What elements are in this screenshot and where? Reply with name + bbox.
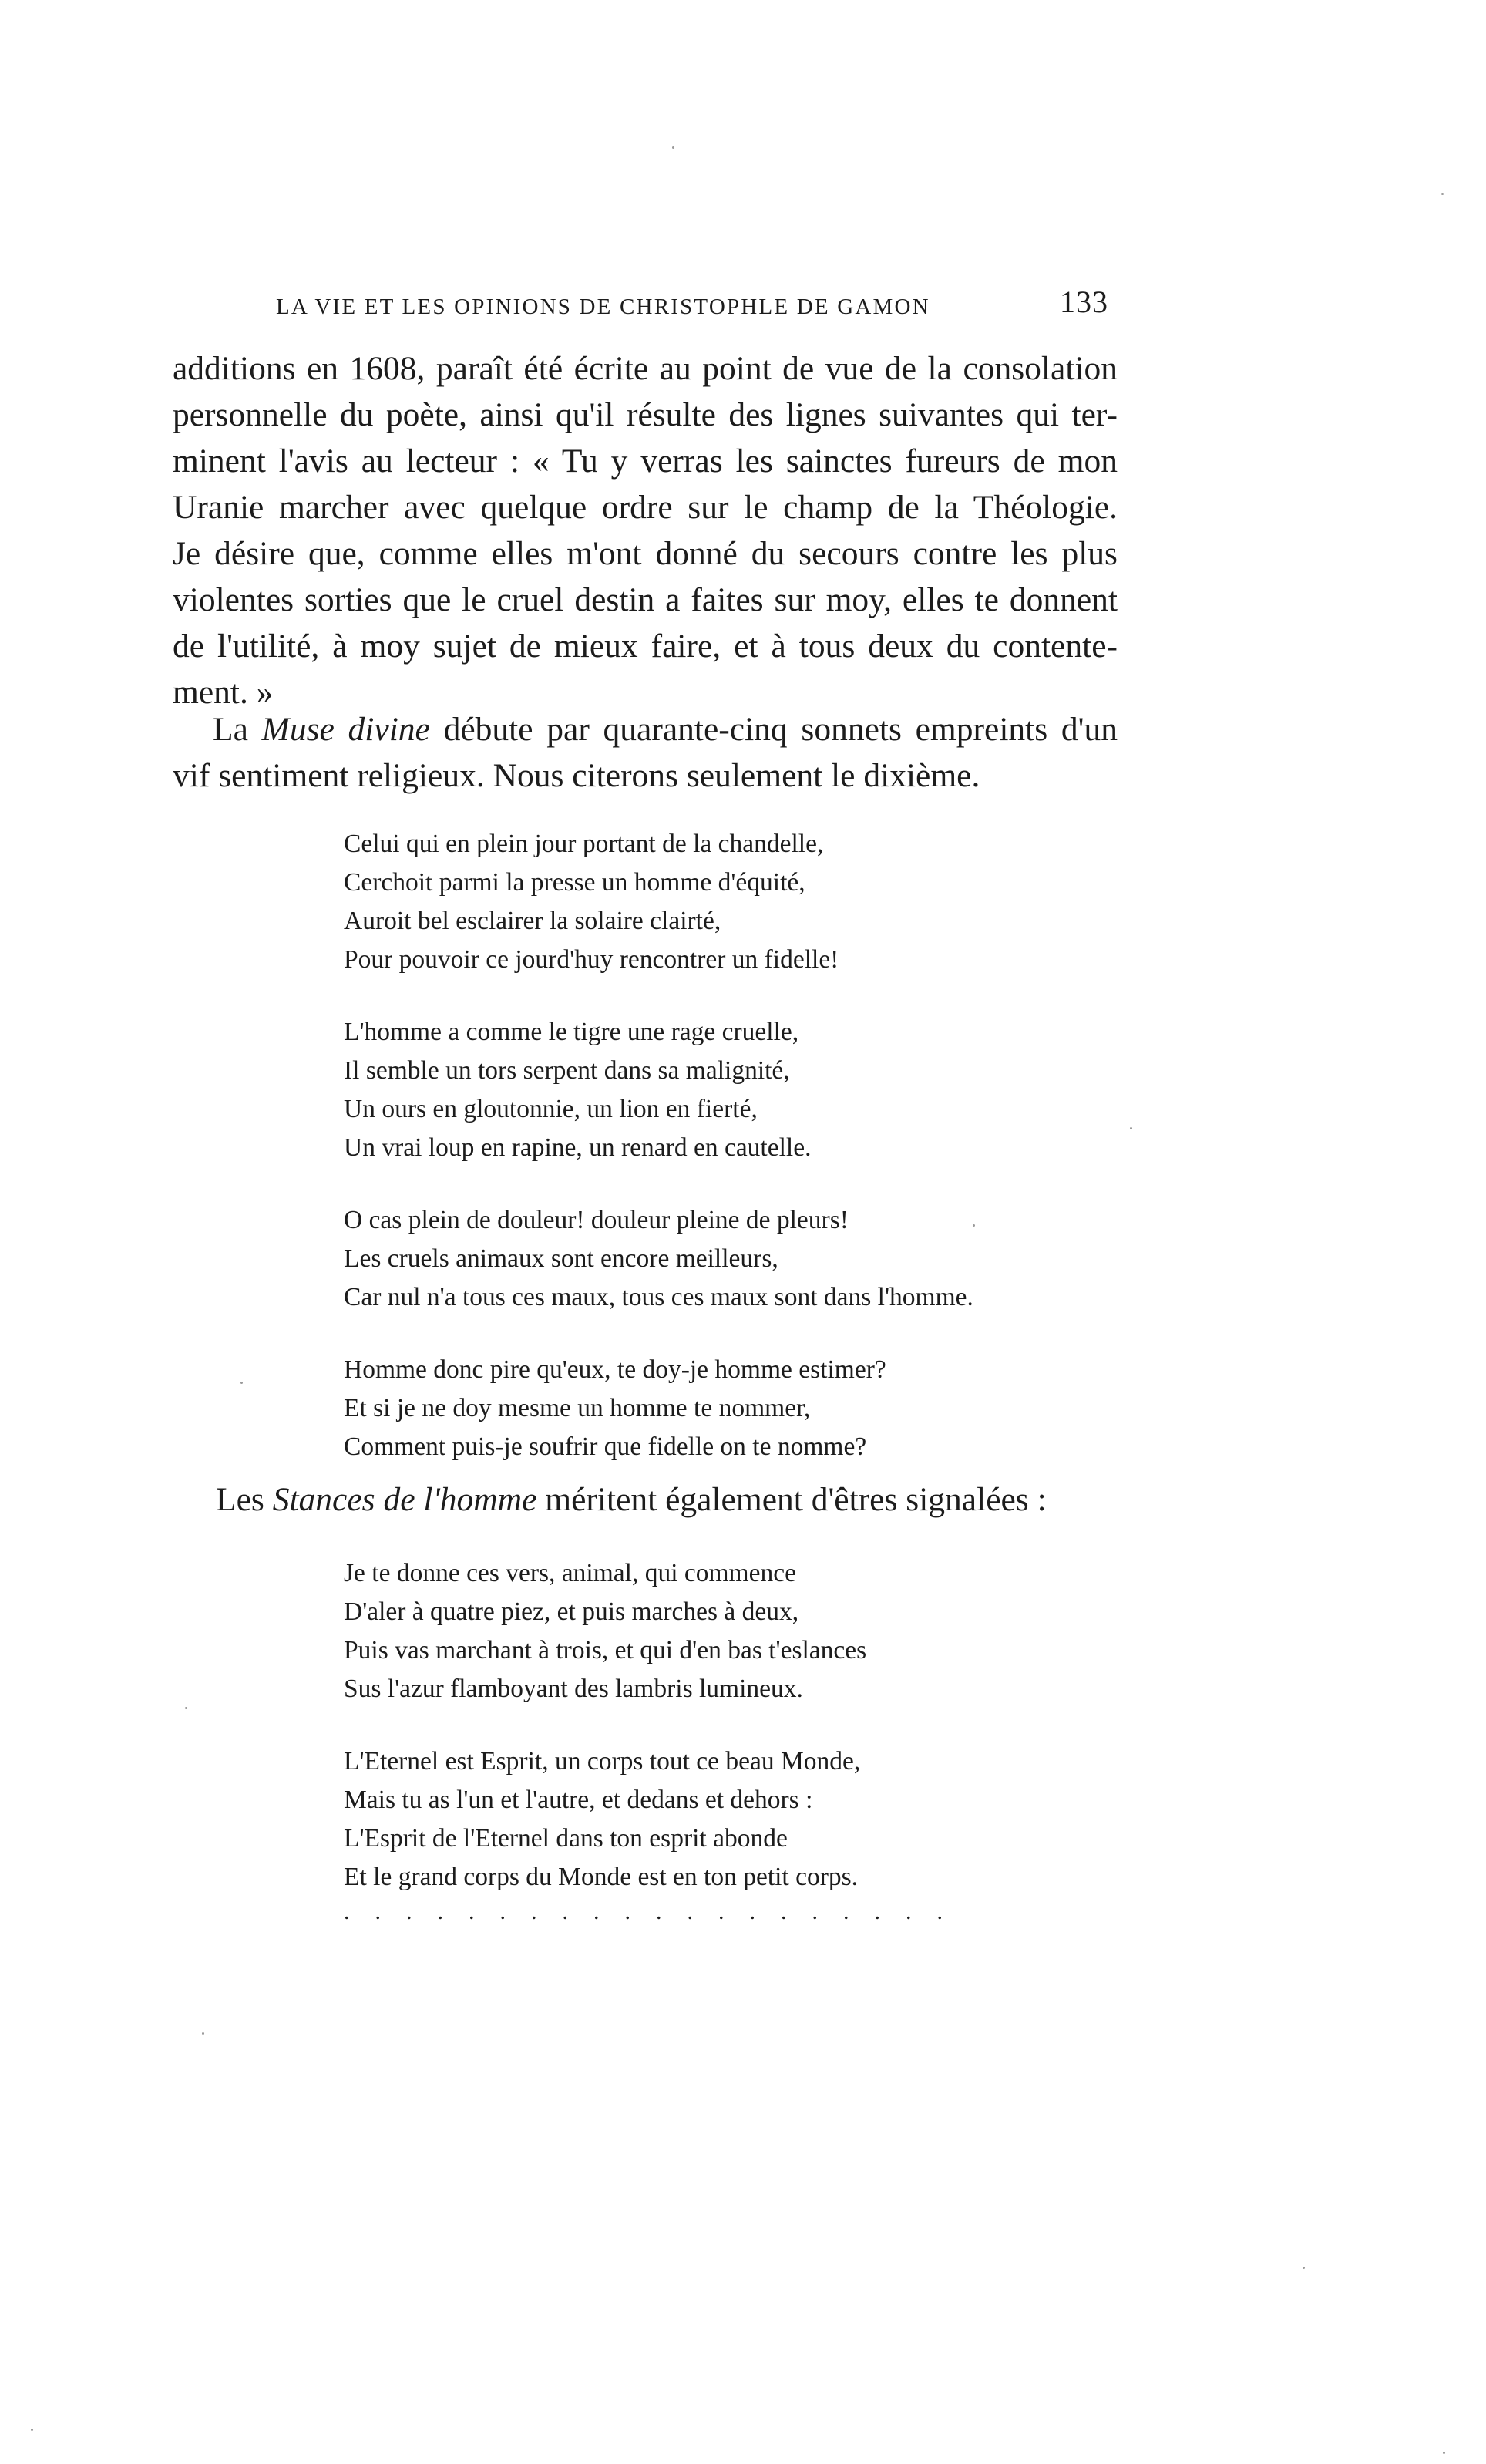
verse-line: Comment puis-je soufrir que fidelle on te nomme? (344, 1432, 867, 1461)
quatrain (344, 1742, 968, 1897)
text-line: additions en 1608, paraît été écrite au point de vue de la consolation (173, 350, 1118, 387)
paper-speck (672, 146, 674, 149)
text-line: violentes sorties que le cruel destin a faites sur moy, elles te donnent (173, 581, 1118, 618)
verse-line: Puis vas marchant à trois, et qui d'en bas t'eslances (344, 1636, 867, 1665)
verse-line: Et le grand corps du Monde est en ton petit corps. (344, 1863, 859, 1891)
tercet (344, 1351, 973, 1466)
paper-speck (1443, 2452, 1445, 2454)
text-line: Uranie marcher avec quelque ordre sur le champ de la Théologie. (173, 489, 1118, 526)
sonnet-quotation (344, 825, 973, 1500)
verse-line: D'aler à quatre piez, et puis marches à deux, (344, 1597, 799, 1626)
verse-line: L'Esprit de l'Eternel dans ton esprit abonde (344, 1824, 788, 1853)
text-line: personnelle du poète, ainsi qu'il résulte des lignes suivantes qui ter- (173, 396, 1118, 433)
text-line: vif sentiment religieux. Nous citerons seulement le dixième. (173, 757, 980, 794)
text-run: méritent également d'êtres signalées : (536, 1481, 1047, 1518)
sonnet-intro-paragraph (173, 706, 1118, 799)
tercet (344, 1201, 973, 1317)
paper-speck (240, 1382, 243, 1384)
paper-speck (973, 1224, 975, 1227)
verse-line: Cerchoit parmi la presse un homme d'équité, (344, 868, 805, 897)
verse-line: Car nul n'a tous ces maux, tous ces maux sont dans l'homme. (344, 1283, 973, 1311)
running-title: LA VIE ET LES OPINIONS DE CHRISTOPHLE DE GAMON (276, 295, 930, 319)
text-line: minent l'avis au lecteur : « Tu y verras les sainctes fureurs de mon (173, 443, 1118, 480)
verse-line: Auroit bel esclairer la solaire clairté, (344, 907, 721, 935)
verse-line: Il semble un tors serpent dans sa malignité, (344, 1056, 790, 1085)
verse-line: L'homme a comme le tigre une rage cruelle, (344, 1018, 799, 1046)
text-line: de l'utilité, à moy sujet de mieux faire, et à tous deux du contente- (173, 628, 1118, 665)
text-run: La (213, 711, 262, 748)
verse-line: Homme donc pire qu'eux, te doy-je homme estimer? (344, 1355, 886, 1384)
text-line: ment. » (173, 674, 274, 711)
work-title-muse-divine: Muse divine (261, 711, 430, 748)
verse-line: Un ours en gloutonnie, un lion en fierté, (344, 1095, 758, 1123)
verse-line: Sus l'azur flamboyant des lambris lumineux. (344, 1675, 803, 1703)
verse-line: Celui qui en plein jour portant de la chandelle, (344, 830, 824, 858)
work-title-stances-de-l-homme: Stances de l'homme (272, 1481, 537, 1518)
paper-speck (202, 2032, 204, 2035)
verse-line: Pour pouvoir ce jourd'huy rencontrer un fidelle! (344, 945, 839, 974)
paper-speck (31, 2429, 33, 2431)
stances-quotation (344, 1554, 968, 1927)
paper-speck (1130, 1127, 1132, 1129)
verse-line: Mais tu as l'un et l'autre, et dedans et dehors : (344, 1786, 813, 1814)
paper-speck (1303, 2267, 1305, 2269)
paper-speck (1441, 193, 1444, 195)
verse-line: Les cruels animaux sont encore meilleurs, (344, 1244, 778, 1273)
opening-paragraph (173, 345, 1118, 715)
quatrain (344, 1554, 968, 1708)
text-run: débute par quarante-cinq sonnets empreints d'un (429, 711, 1118, 748)
omission-ellipsis: .................... (344, 1899, 968, 1924)
stances-intro-line (216, 1476, 1047, 1523)
text-line (173, 706, 1118, 752)
text-line: Je désire que, comme elles m'ont donné du secours contre les plus (173, 535, 1118, 572)
text-run: Les (216, 1481, 273, 1518)
verse-line: Et si je ne doy mesme un homme te nommer, (344, 1394, 811, 1422)
verse-line: L'Eternel est Esprit, un corps tout ce beau Monde, (344, 1747, 861, 1776)
verse-line: Je te donne ces vers, animal, qui commence (344, 1559, 796, 1587)
page-number: 133 (1060, 284, 1108, 319)
paper-speck (185, 1707, 187, 1709)
running-head (276, 284, 1108, 330)
quatrain (344, 1013, 973, 1167)
quatrain (344, 825, 973, 979)
verse-line: Un vrai loup en rapine, un renard en cautelle. (344, 1133, 812, 1162)
verse-line: O cas plein de douleur! douleur pleine de pleurs! (344, 1206, 849, 1234)
